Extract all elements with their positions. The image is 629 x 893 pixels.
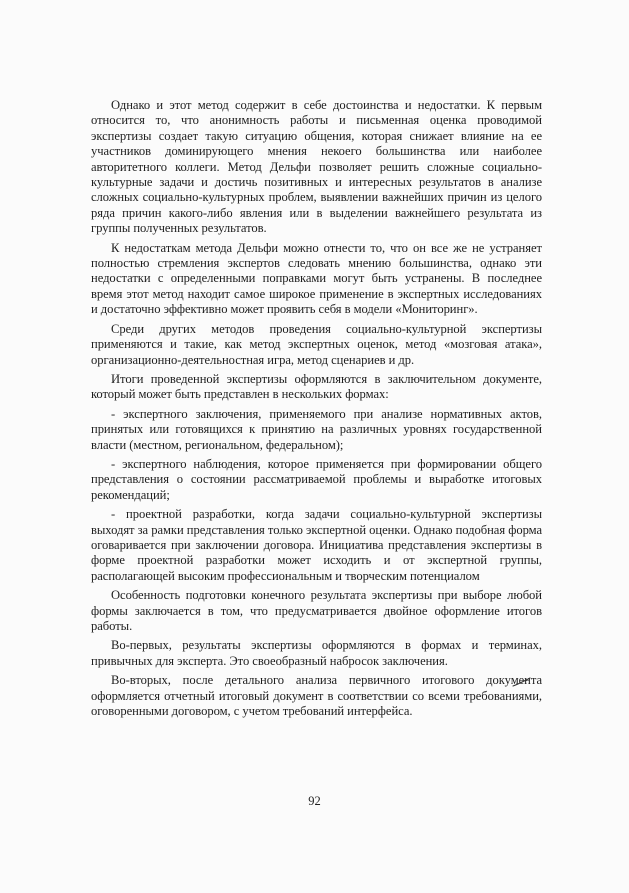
- paragraph: Итоги проведенной экспертизы оформляются в заключительном документе, который может быть представлен в нескольких формах:: [91, 371, 542, 402]
- list-item: - экспертного заключения, применяемого при анализе нормативных актов, принятых или готовящихся к принятию на различных уровнях государственной власти (местном, региональном, федеральном);: [91, 406, 542, 452]
- paragraph: Во-первых, результаты экспертизы оформляются в формах и терминах, привычных для эксперта. Это своеобразный набросок заключения.: [91, 638, 542, 668]
- paragraph: Особенность подготовки конечного результата экспертизы при выборе любой формы заключается в том, что предусматривается двойное оформление итогов работы.: [91, 588, 542, 633]
- list-item: - проектной разработки, когда задачи социально-культурной экспертизы выходят за рамки представления только экспертной оценки. Однако подобная форма оговаривается при заключении договора. Инициатива представления экспертизы в форме проектной разработки может исходить и от экспертной группы, располагающей высоким профессиональным и творческим потенциалом: [91, 507, 542, 583]
- list-item: - экспертного наблюдения, которое применяется при формировании общего представления о состоянии рассматриваемой проблемы и выработке итоговых рекомендаций;: [91, 456, 542, 502]
- pen-mark-icon: [512, 676, 532, 688]
- paragraph: Во-вторых, после детального анализа первичного итогового документа оформляется отчетный итоговый документ в соответствии со всеми требованиями, оговоренными договором, с учетом требований интерфейса.: [91, 673, 542, 719]
- paragraph: К недостаткам метода Дельфи можно отнести то, что он все же не устраняет полностью стремления экспертов следовать мнению большинства, однако эти недостатки с определенными поправками могут быть устранены. В последнее время этот метод находит самое широкое применение в экспертных исследованиях и достаточно эффективно может проявить себя в модели «Мониторинг».: [91, 240, 542, 317]
- paragraph: Среди других методов проведения социально-культурной экспертизы применяются и такие, как метод экспертных оценок, метод «мозговая атака», организационно-деятельностная игра, метод сценариев и др.: [91, 321, 542, 367]
- page-number: 92: [308, 794, 321, 808]
- body-text: [91, 98, 542, 723]
- paragraph: Однако и этот метод содержит в себе достоинства и недостатки. К первым относится то, что анонимность работы и письменная оценка проводимой экспертизы создает такую ситуацию общения, которая снижает влияние на ее участников доминирующего мнения некоего большинства или наиболее авторитетного коллеги. Метод Дельфи позволяет решить сложные социально-культурные задачи и достичь позитивных и интересных результатов в анализе сложных социально-культурных проблем, выявлении важнейших причин из целого ряда причин какого-либо явления или в выделении важнейшего результата из группы полученных результатов.: [91, 98, 542, 236]
